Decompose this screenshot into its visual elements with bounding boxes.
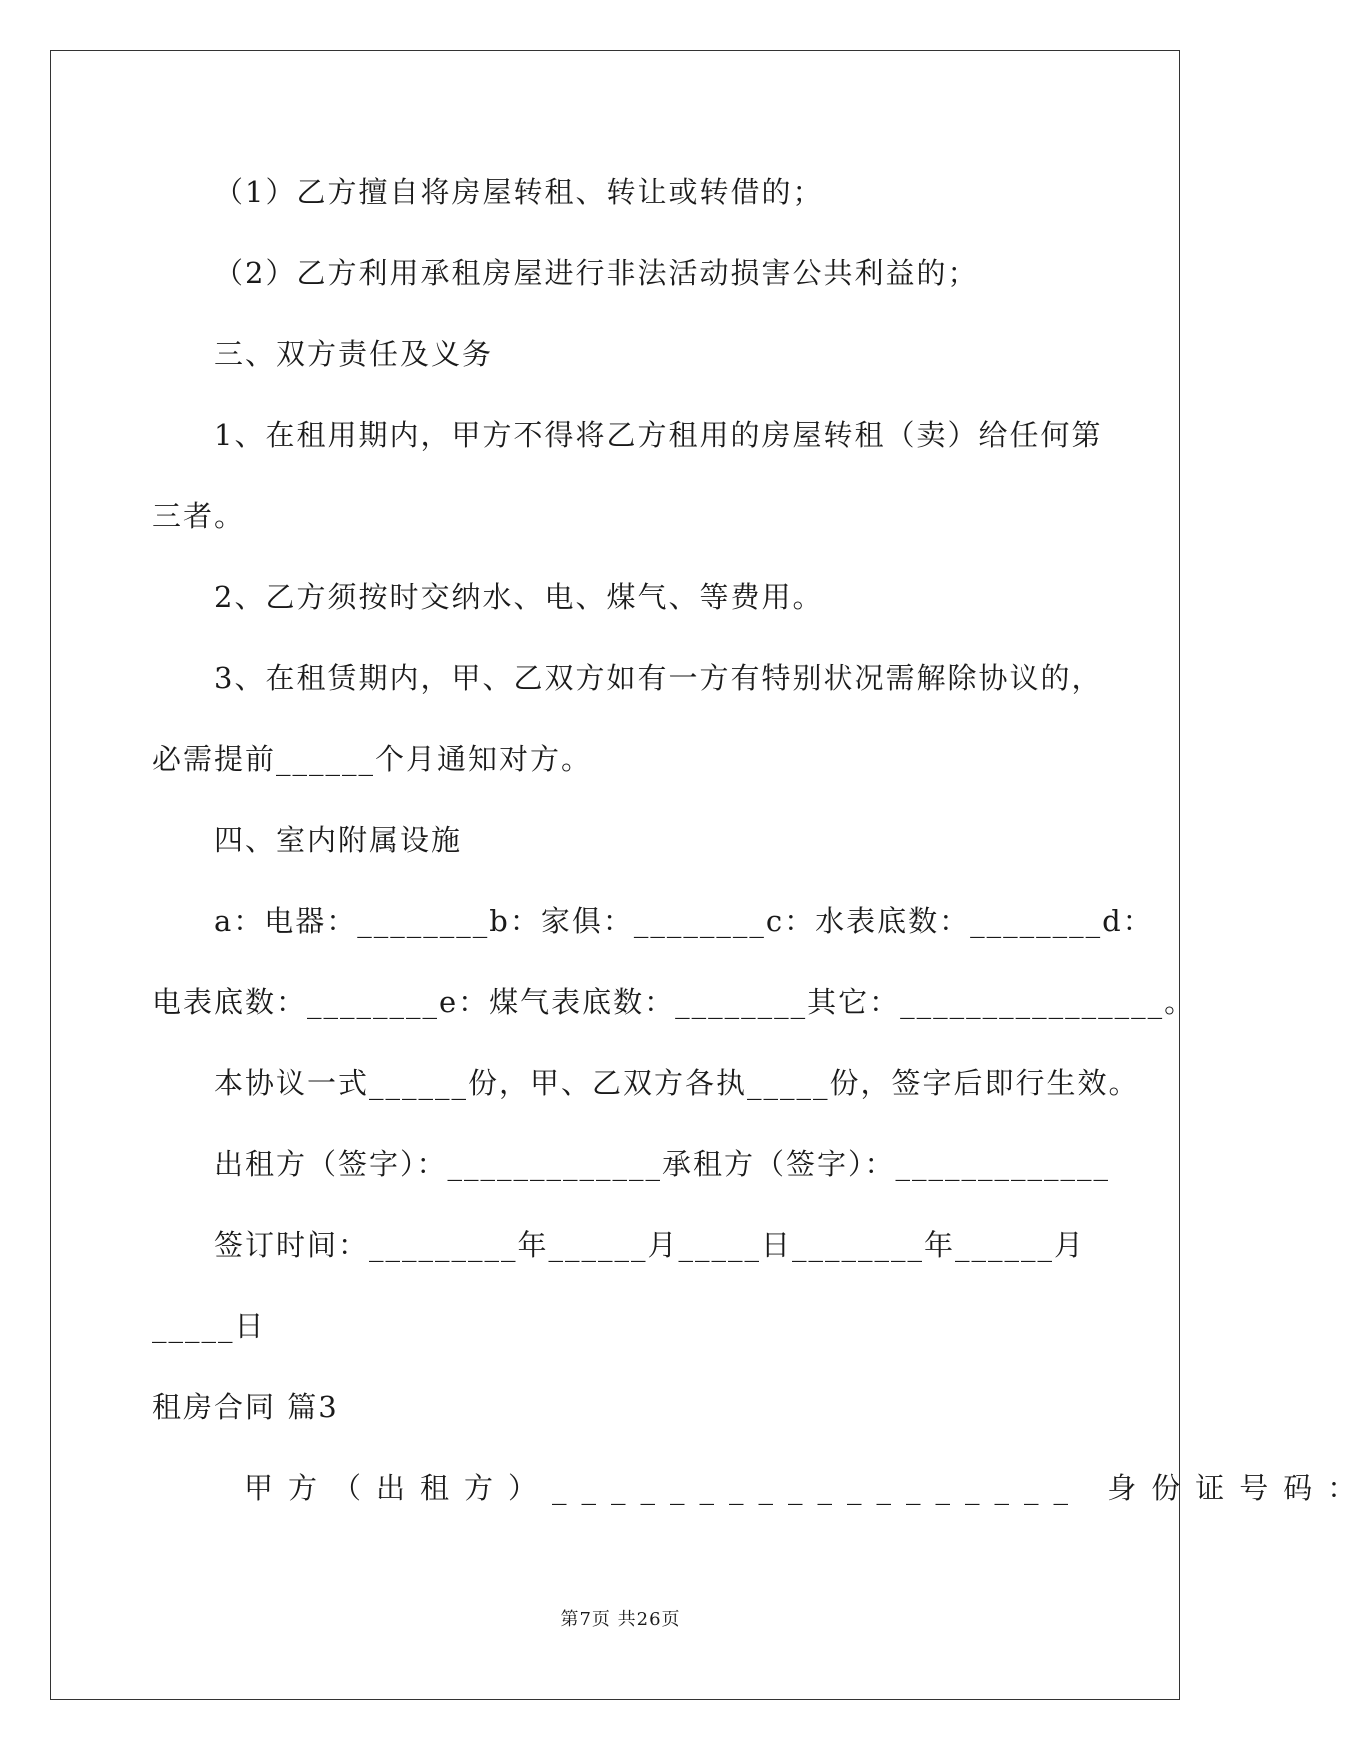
- sign-date-line-2: _____日: [152, 1309, 266, 1343]
- clause-2: （2）乙方利用承租房屋进行非法活动损害公共利益的；: [214, 256, 979, 290]
- facilities-line-2: 电表底数：________e：煤气表底数：________其它：________________。: [152, 985, 1196, 1019]
- sign-date-line-1: 签订时间：_________年______月_____日________年______月: [214, 1228, 1086, 1262]
- duty-2: 2、乙方须按时交纳水、电、煤气、等费用。: [214, 580, 824, 614]
- section-heading-4: 四、室内附属设施: [214, 823, 463, 857]
- duty-1-line-2: 三者。: [152, 499, 246, 533]
- page-border: [50, 50, 1196, 1700]
- clause-1: （1）乙方擅自将房屋转租、转让或转借的；: [214, 175, 824, 209]
- page-number: 第7页 共26页: [560, 1609, 681, 1630]
- duty-1-line-1: 1、在租用期内，甲方不得将乙方租用的房屋转租（卖）给任何第: [214, 418, 1103, 452]
- section-heading-3: 三、双方责任及义务: [214, 337, 494, 371]
- facilities-line-1: a：电器：________b：家俱：________c：水表底数：________d：: [214, 904, 1154, 938]
- duty-3-line-1: 3、在租赁期内，甲、乙双方如有一方有特别状况需解除协议的，: [214, 661, 1103, 695]
- duty-3-line-2: 必需提前______个月通知对方。: [152, 742, 593, 776]
- party-a-line: 甲方（出租方）__________________ 身份证号码：: [244, 1471, 1371, 1505]
- copies-clause: 本协议一式______份，甲、乙双方各执_____份，签字后即行生效。: [214, 1066, 1140, 1100]
- contract-title: 租房合同 篇3: [152, 1390, 339, 1424]
- signature-line: 出租方（签字）：_____________承租方（签字）：_____________: [214, 1147, 1111, 1181]
